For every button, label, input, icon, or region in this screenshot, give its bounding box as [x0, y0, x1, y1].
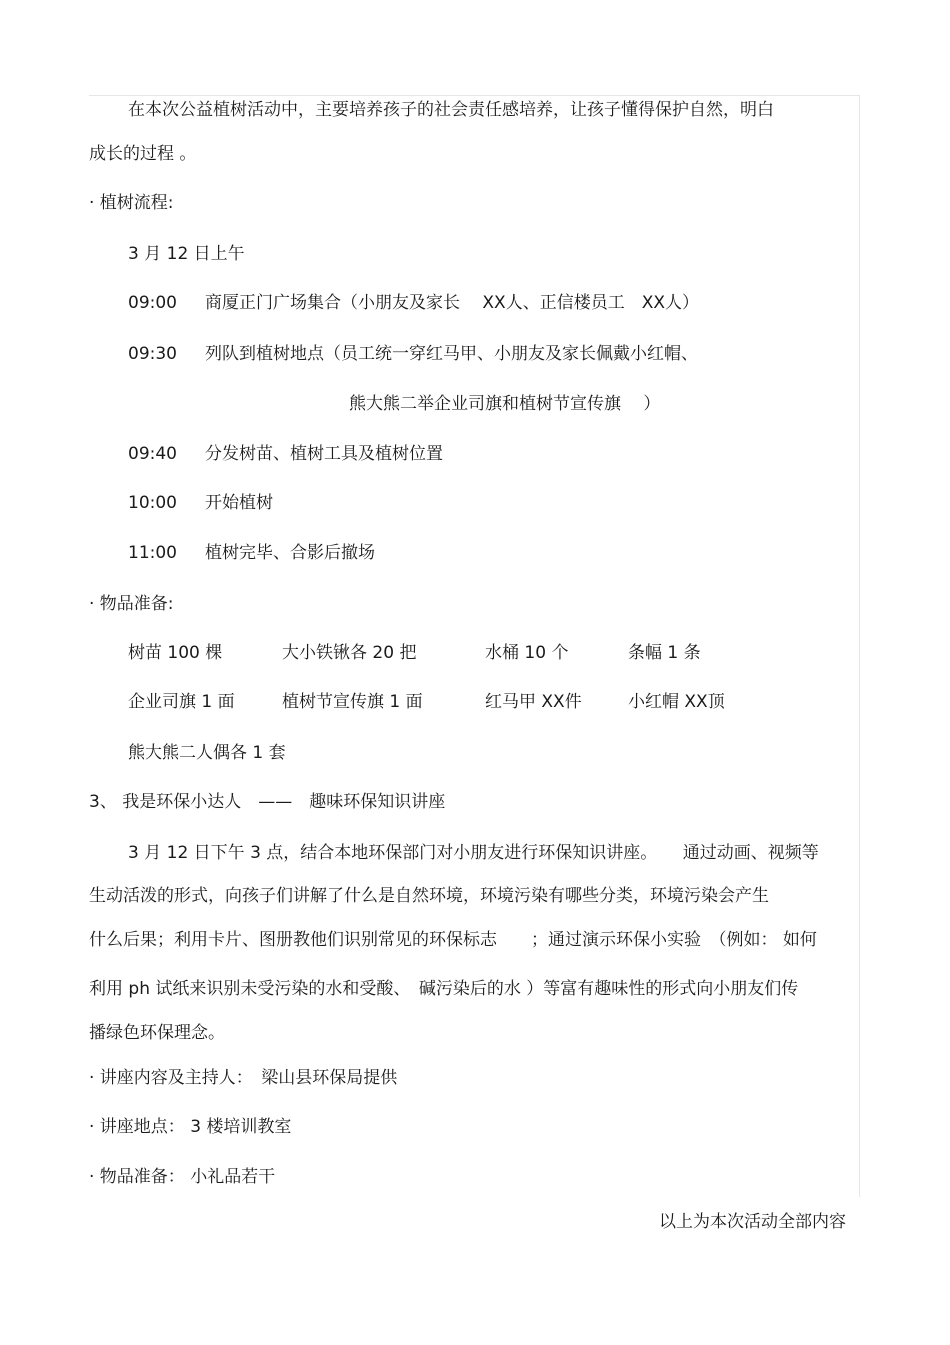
lecture-supplies: · 物品准备： 小礼品若干	[89, 1167, 276, 1187]
schedule-text-0930-continuation: 熊大熊二举企业司旗和植树节宣传旗 ）	[349, 394, 661, 414]
supply-item: 大小铁锹各 20 把	[282, 643, 417, 663]
intro-line-1: 在本次公益植树活动中，主要培养孩子的社会责任感培养，让孩子懂得保护自然，明白	[128, 100, 774, 120]
planting-flow-heading: · 植树流程:	[89, 193, 174, 213]
supply-item: 植树节宣传旗 1 面	[282, 692, 423, 712]
supplies-heading: · 物品准备:	[89, 594, 174, 614]
schedule-time-1000: 10:00	[128, 493, 177, 513]
schedule-text-1100: 植树完毕、合影后撤场	[205, 543, 375, 563]
supply-item: 水桶 10 个	[485, 643, 569, 663]
supply-item: 熊大熊二人偶各 1 套	[128, 743, 286, 763]
supply-item: 条幅 1 条	[628, 643, 701, 663]
lecture-paragraph-line: 生动活泼的形式，向孩子们讲解了什么是自然环境，环境污染有哪些分类，环境污染会产生	[89, 886, 769, 906]
lecture-paragraph-line: 什么后果；利用卡片、图册教他们识别常见的环保标志 ；通过演示环保小实验 （例如： 如何	[89, 930, 817, 950]
lecture-paragraph-line: 利用 ph 试纸来识别未受污染的水和受酸、 碱污染后的水 ）等富有趣味性的形式向小朋友们传	[89, 979, 799, 999]
closing-note: 以上为本次活动全部内容	[659, 1212, 846, 1232]
schedule-time-0940: 09:40	[128, 444, 177, 464]
lecture-venue: · 讲座地点： 3 楼培训教室	[89, 1117, 292, 1137]
schedule-time-0930: 09:30	[128, 344, 177, 364]
supply-item: 红马甲 XX件	[485, 692, 582, 712]
schedule-text-0900: 商厦正门广场集合（小朋友及家长 XX人、正信楼员工 XX人）	[205, 293, 699, 313]
supply-item: 小红帽 XX顶	[628, 692, 725, 712]
section-3-title: 3、 我是环保小达人 —— 趣味环保知识讲座	[89, 792, 446, 812]
schedule-time-1100: 11:00	[128, 543, 177, 563]
intro-line-2: 成长的过程 。	[89, 144, 197, 164]
lecture-paragraph-line: 3 月 12 日下午 3 点，结合本地环保部门对小朋友进行环保知识讲座。 通过动画、视频等	[128, 843, 819, 863]
lecture-host: · 讲座内容及主持人： 梁山县环保局提供	[89, 1068, 398, 1088]
schedule-text-0940: 分发树苗、植树工具及植树位置	[205, 444, 443, 464]
planting-date: 3 月 12 日上午	[128, 244, 245, 264]
schedule-text-1000: 开始植树	[205, 493, 273, 513]
supply-item: 企业司旗 1 面	[128, 692, 235, 712]
schedule-time-0900: 09:00	[128, 293, 177, 313]
schedule-text-0930: 列队到植树地点（员工统一穿红马甲、小朋友及家长佩戴小红帽、	[205, 344, 698, 364]
lecture-paragraph-line: 播绿色环保理念。	[89, 1023, 225, 1043]
supply-item: 树苗 100 棵	[128, 643, 223, 663]
